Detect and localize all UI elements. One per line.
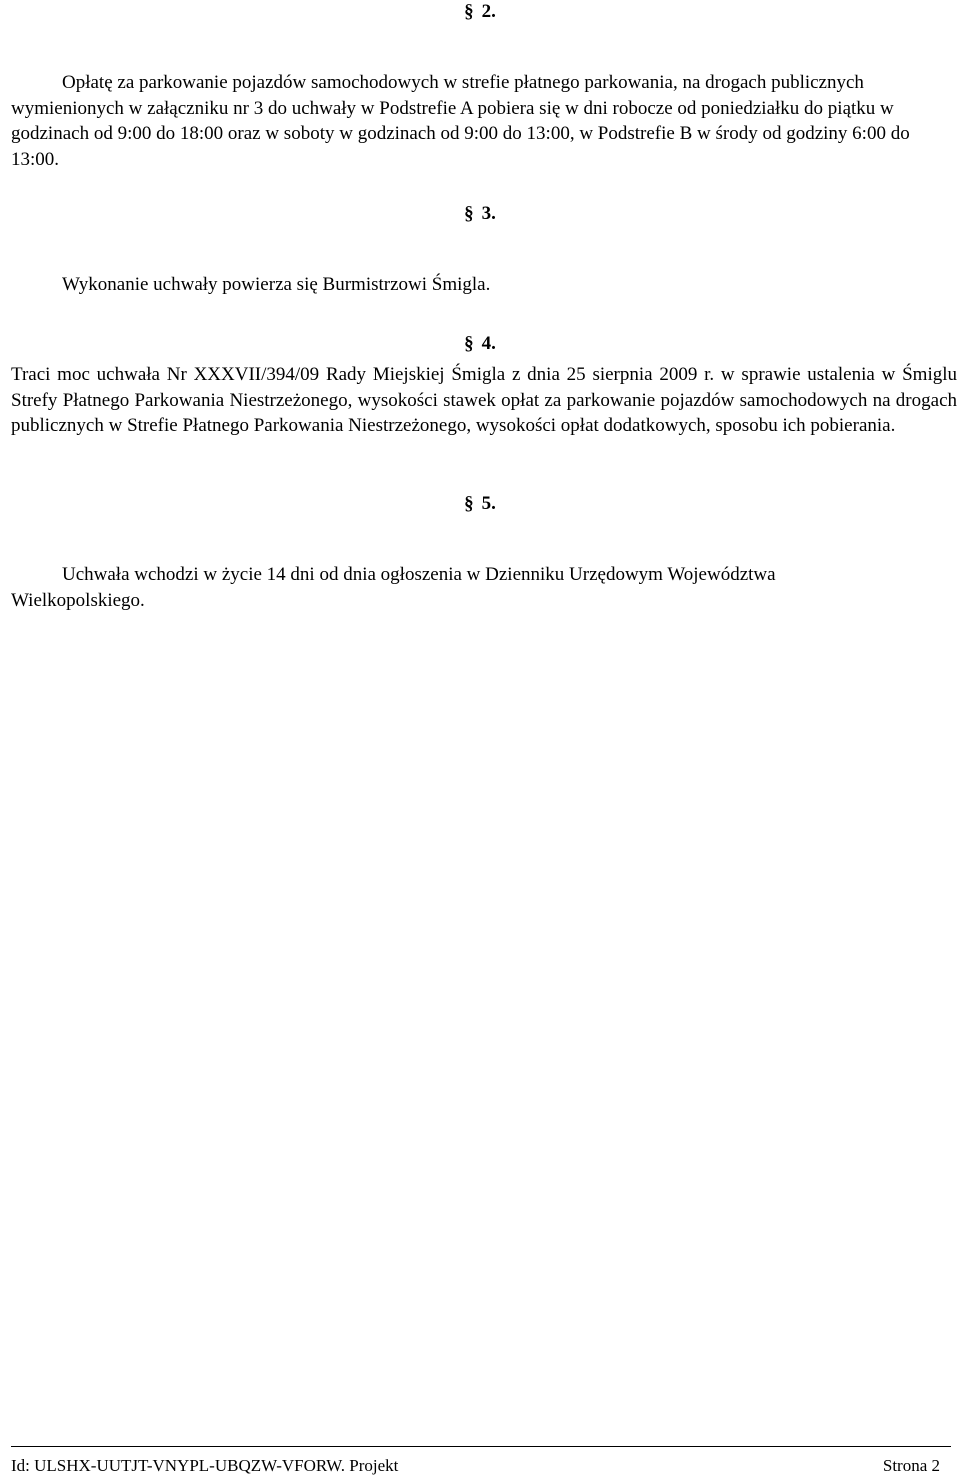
section-number: 3.	[481, 203, 496, 224]
section-heading-4	[0, 332, 960, 356]
section-3-text: Wykonanie uchwały powierza się Burmistrzowi Śmigla.	[62, 274, 491, 295]
section-2-text: Opłatę za parkowanie pojazdów samochodowych w strefie płatnego parkowania, na drogach publicznych wymienionych w załączniku nr 3 do uchwały w Podstrefie A pobiera się w dni robocze od poniedziałku do piątku w godzinach od 9:00 do 18:00 oraz w soboty w godzinach od 9:00 do 13:00, w Podstrefie B w środy od godziny 6:00 do 13:00.	[11, 72, 910, 170]
section-sign: §	[464, 203, 474, 224]
section-number: 4.	[481, 333, 496, 354]
section-sign: §	[464, 1, 474, 22]
document-id: Id: ULSHX-UUTJT-VNYPL-UBQZW-VFORW. Projekt	[11, 1456, 399, 1475]
footer-divider	[11, 1446, 951, 1447]
page-number: Strona 2	[882, 1456, 940, 1475]
section-heading-5	[0, 492, 960, 516]
section-4-text: Traci moc uchwała Nr XXXVII/394/09 Rady Miejskiej Śmigla z dnia 25 sierpnia 2009 r. w sprawie ustalenia w Śmiglu Strefy Płatnego Parkowania Niestrzeżonego, wysokości stawek opłat za parkowanie pojazdów samochodowych na drogach publicznych w Strefie Płatnego Parkowania Niestrzeżonego, wysokości opłat dodatkowych, sposobu ich pobierania.	[11, 364, 957, 436]
section-5-text: Uchwała wchodzi w życie 14 dni od dnia ogłoszenia w Dzienniku Urzędowym Województwa Wielkopolskiego.	[11, 564, 776, 611]
section-heading-2	[0, 0, 960, 24]
section-sign: §	[464, 493, 474, 514]
section-number: 2.	[481, 1, 496, 22]
section-sign: §	[464, 333, 474, 354]
section-number: 5.	[481, 493, 496, 514]
section-heading-3	[0, 202, 960, 226]
